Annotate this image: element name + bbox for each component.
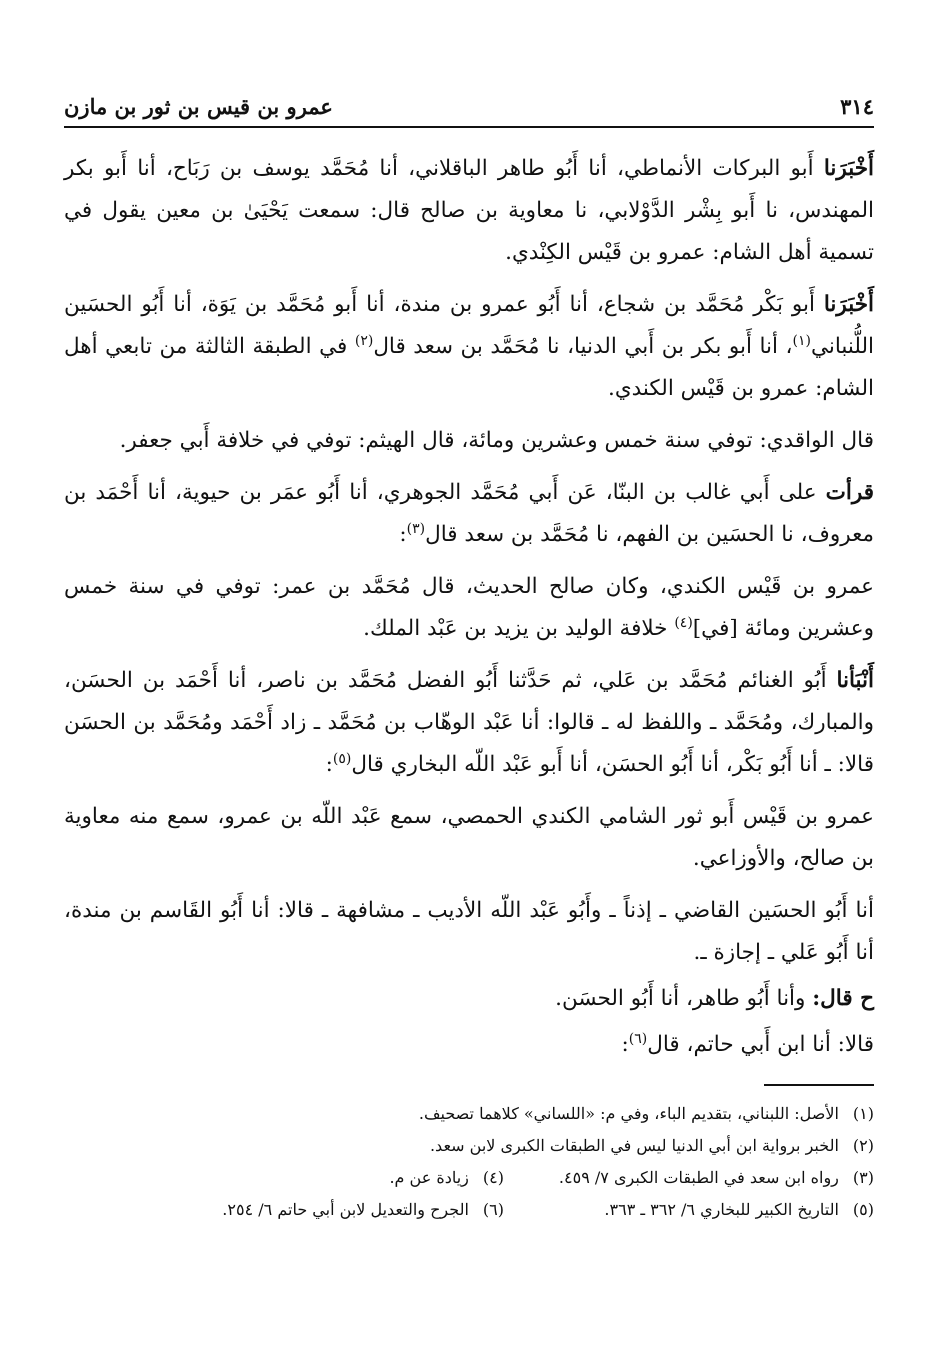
paragraph-text: عمرو بن قَيْس الكندي، وكان صالح الحديث، قال مُحَمَّد بن عمر: توفي في سنة خمس وعشرين ومائة [في]	[64, 574, 874, 641]
header-rule	[64, 126, 874, 128]
footnote-ref[interactable]: (٣)	[406, 520, 426, 537]
footnote-number: (٥)	[852, 1200, 874, 1219]
paragraph-1	[64, 148, 874, 274]
paragraph-3	[64, 420, 874, 462]
footnote-number: (٦)	[482, 1200, 504, 1219]
paragraph-10	[64, 1024, 874, 1066]
footnote-5	[504, 1194, 874, 1226]
footnote-text: الخبر برواية ابن أبي الدنيا ليس في الطبقات الكبرى لابن سعد.	[429, 1136, 839, 1155]
footnote-ref[interactable]: (٢)	[354, 332, 374, 349]
paragraph-text: على أَبي غالب بن البنّا، عَن أَبي مُحَمَّد الجوهري، أنا أَبُو عمَر بن حيوية، أنا أَحْمَد بن معروف، نا الحسَين بن الفهم، نا مُحَمَّد بن سعد قال	[64, 480, 874, 547]
page-header	[64, 86, 874, 122]
paragraph-text: عمرو بن قَيْس أَبو ثور الشامي الكندي الحمصي، سمع عَبْد اللّه بن عمرو، سمع منه معاوية بن صالح، والأوزاعي.	[64, 804, 874, 871]
footnote-4	[134, 1162, 504, 1194]
book-page	[64, 86, 874, 1286]
paragraph-9	[64, 978, 874, 1020]
main-text	[64, 148, 874, 1066]
footnote-6	[134, 1194, 504, 1226]
paragraph-text: :	[621, 1032, 629, 1057]
paragraph-text: :	[399, 522, 407, 547]
footnote-1	[64, 1098, 874, 1130]
paragraph-text: أنا أَبُو الحسَين القاضي ـ إذناً ـ وأَبُو عَبْد اللّه الأديب ـ مشافهة ـ قالا: أنا أَبُو القَاسم بن مندة، أنا أَبُو عَلي ـ إجازة ـ.	[64, 898, 874, 965]
footnotes	[64, 1098, 874, 1226]
footnote-number: (٣)	[852, 1168, 874, 1187]
paragraph-text: خلافة الوليد بن يزيد بن عَبْد الملك.	[363, 616, 675, 641]
footnote-3	[504, 1162, 874, 1194]
paragraph-lead: أَخْبَرَنا	[823, 292, 874, 317]
footnote-text: الجرح والتعديل لابن أبي حاتم ٦/ ٢٥٤.	[222, 1200, 469, 1219]
paragraph-text: وأنا أَبُو طاهر، أنا أَبُو الحسَن.	[555, 986, 813, 1011]
paragraph-text: قالا: أنا ابن أَبي حاتم، قال	[647, 1032, 874, 1057]
running-title: عمرو بن قيس بن ثور بن مازن	[64, 94, 333, 119]
paragraph-2	[64, 284, 874, 410]
paragraph-text: ، أنا أَبو بكر بن أَبي الدنيا، نا مُحَمَّد بن سعد قال	[373, 334, 793, 359]
footnote-number: (١)	[852, 1104, 874, 1123]
paragraph-7	[64, 796, 874, 880]
paragraph-6	[64, 660, 874, 786]
paragraph-5	[64, 566, 874, 650]
paragraph-lead: قرأت	[825, 480, 874, 505]
footnote-2	[64, 1130, 874, 1162]
footnote-ref[interactable]: (٦)	[628, 1030, 648, 1047]
footnote-text: رواه ابن سعد في الطبقات الكبرى ٧/ ٤٥٩.	[558, 1168, 839, 1187]
footnote-rule	[764, 1084, 874, 1086]
paragraph-text: في الطبقة الثالثة من تابعي أهل الشام: عمرو بن قَيْس الكندي.	[64, 334, 874, 401]
paragraph-text: أَبُو الغنائم مُحَمَّد بن عَلي، ثم حَدَّثنا أَبُو الفضل مُحَمَّد بن ناصر، أنا أَحْمَد بن الحسَن، والمبارك، ومُحَمَّد ـ واللفظ له ـ قالوا: أنا عَبْد الوهّاب بن مُحَمَّد ـ زاد أَحْمَد ومُحَمَّد بن الحسَن قالا: ـ أنا أَبُو بَكْر، أنا أَبُو الحسَن، أنا أَبو عَبْد اللّه البخاري قال	[64, 668, 874, 777]
footnote-text: زيادة عن م.	[389, 1168, 469, 1187]
footnote-ref[interactable]: (١)	[792, 332, 811, 349]
paragraph-text: قال الواقدي: توفي سنة خمس وعشرين ومائة، قال الهيثم: توفي في خلافة أَبي جعفر.	[119, 428, 874, 453]
paragraph-text: أَبو البركات الأنماطي، أنا أَبُو طاهر الباقلاني، أنا مُحَمَّد يوسف بن رَبَاح، أنا أَبو بكر المهندس، نا أَبو بِشْر الدَّوْلابي، نا معاوية بن صالح قال: سمعت يَحْيَىٰ بن معين يقول في تسمية أهل الشام: عمرو بن قَيْس الكِنْدي.	[64, 156, 874, 265]
footnote-row	[64, 1162, 874, 1194]
footnote-ref[interactable]: (٥)	[332, 750, 352, 767]
footnote-number: (٢)	[852, 1136, 874, 1155]
paragraph-lead: ح قال:	[812, 986, 874, 1011]
page-number: ٣١٤	[840, 94, 874, 119]
footnote-row	[64, 1194, 874, 1226]
footnote-ref[interactable]: (٤)	[674, 614, 693, 631]
paragraph-lead: أَنْبَأنا	[836, 668, 874, 693]
footnote-text: الأصل: اللبناني، بتقديم الباء، وفي م: «اللساني» كلاهما تصحيف.	[418, 1104, 839, 1123]
footnote-number: (٤)	[482, 1168, 504, 1187]
paragraph-4	[64, 472, 874, 556]
paragraph-text: أَبو بَكْر مُحَمَّد بن شجاع، أنا أَبُو عمرو بن مندة، أنا أَبو مُحَمَّد بن يَوَة، أنا أَبُو الحسَين اللُّنباني	[64, 292, 875, 359]
footnote-text: التاريخ الكبير للبخاري ٦/ ٣٦٢ ـ ٣٦٣.	[604, 1200, 839, 1219]
paragraph-8	[64, 890, 874, 974]
paragraph-lead: أَخْبَرَنا	[823, 156, 874, 181]
paragraph-text: :	[325, 752, 333, 777]
